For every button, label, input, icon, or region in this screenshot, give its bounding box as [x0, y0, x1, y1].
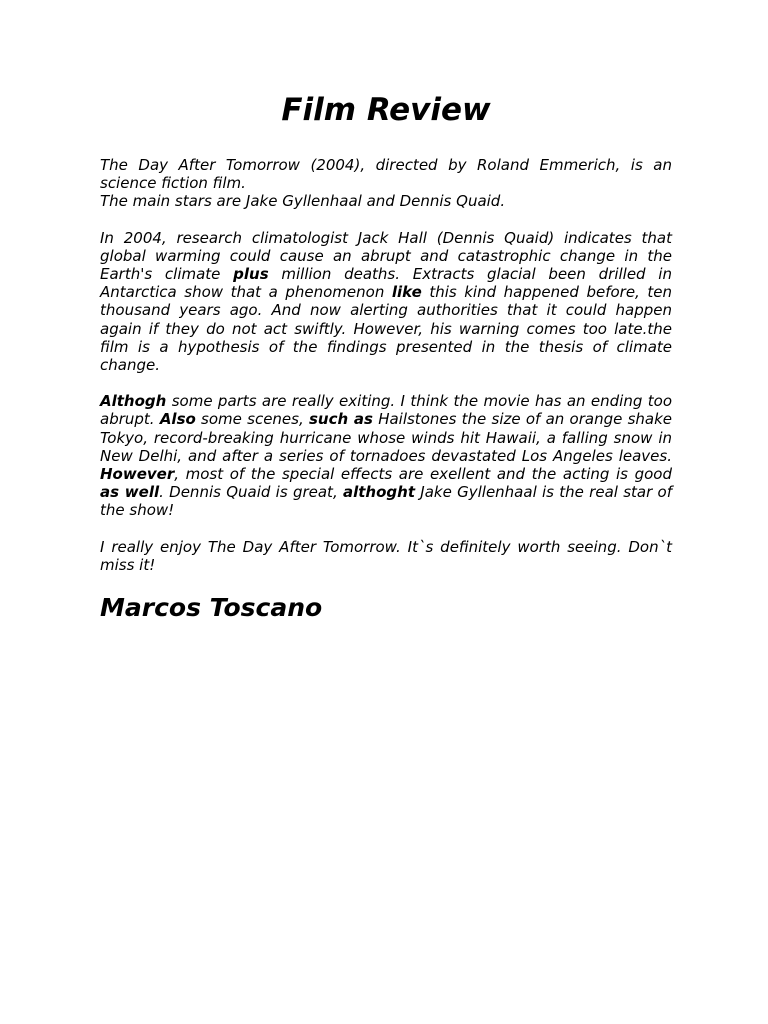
opinion-text-4: , most of the special effects are exellent and the acting is good [174, 465, 672, 484]
opinion-text-5: . Dennis Quaid is great, [159, 483, 343, 502]
intro-line-2: The main stars are Jake Gyllenhaal and Dennis Quaid. [100, 192, 506, 211]
conclusion-paragraph: I really enjoy The Day After Tomorrow. It`s definitely worth seeing. Don`t miss it! [100, 537, 672, 574]
opinion-bold-such-as: such as [309, 410, 373, 429]
opinion-bold-althogh: Althogh [100, 392, 167, 411]
author-name: Marcos Toscano [100, 593, 323, 623]
opinion-bold-althoght: althoght [343, 483, 416, 502]
plot-bold-like: like [391, 283, 422, 302]
plot-text-1: In 2004, research climatologist Jack Hall (Dennis Quaid) indicates that global warming could cause an abrupt and catastrophic change in the Earth's climate [100, 228, 672, 284]
plot-text-3: this kind happened before, ten thousand years ago. And now alerting authorities that it could happen again if they do not act swiftly. However, his warning comes too late.the film is a hypothesis of the findings presented in the thesis of climate change. [100, 283, 672, 375]
opinion-text-6: Jake Gyllenhaal is the real star of the show! [100, 483, 673, 520]
intro-line-1: The Day After Tomorrow (2004), directed by Roland Emmerich, is an science fiction film. [100, 156, 672, 193]
opinion-bold-however: However [100, 465, 175, 484]
intro-paragraph [100, 156, 672, 211]
plot-text-2: million deaths. Extracts glacial been drilled in Antarctica show that a phenomenon [100, 265, 672, 302]
plot-paragraph [100, 229, 672, 375]
opinion-text-1: some parts are really exiting. I think the movie has an ending too abrupt. [100, 392, 672, 429]
plot-bold-plus: plus [233, 265, 269, 284]
opinion-bold-as-well: as well [100, 483, 160, 502]
opinion-paragraph [100, 392, 672, 519]
page-title: Film Review [281, 92, 491, 128]
opinion-text-3: Hailstones the size of an orange shake Tokyo, record-breaking hurricane whose winds hit Hawaii, a falling snow in New Delhi, and after a series of tornadoes devastated Los Angeles leaves. [100, 410, 673, 465]
document-page [100, 88, 672, 624]
opinion-text-2: some scenes, [195, 410, 309, 429]
opinion-bold-also: Also [159, 410, 196, 429]
